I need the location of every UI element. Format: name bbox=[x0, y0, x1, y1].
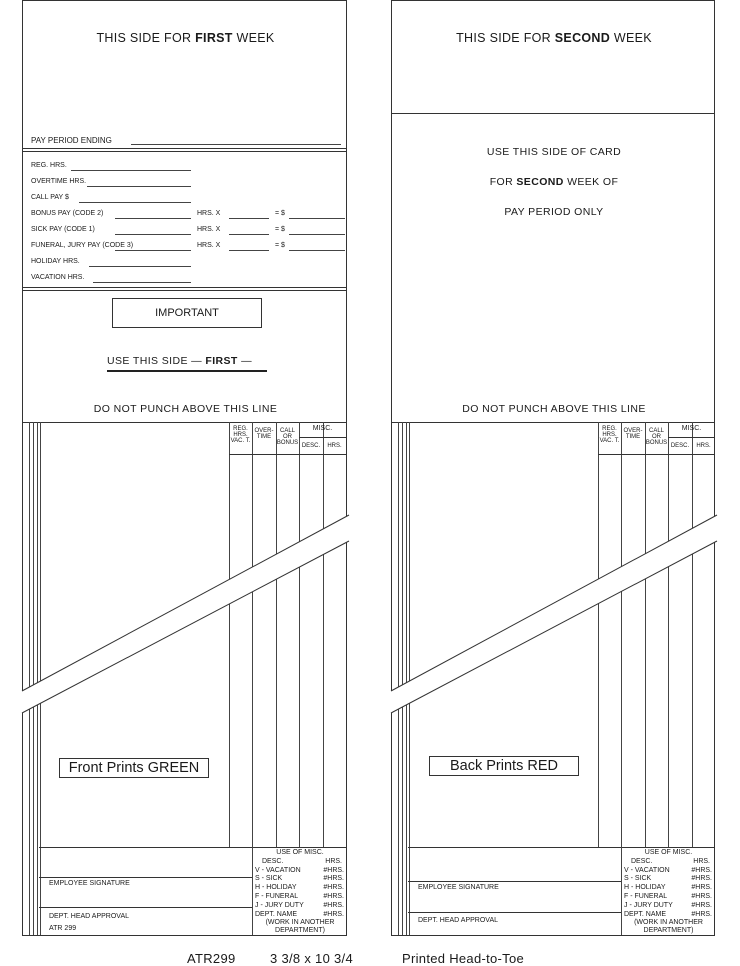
misc-legend-row bbox=[623, 875, 714, 884]
important-box: IMPORTANT bbox=[112, 298, 262, 328]
back-header-prefix: THIS SIDE FOR bbox=[456, 31, 552, 45]
misc-legend-col-hrs: HRS. bbox=[325, 857, 342, 865]
misc-legend-hrs: #HRS. bbox=[691, 892, 712, 900]
back-prints-red-box: Back Prints RED bbox=[429, 756, 579, 776]
column-header-text: CALL bbox=[648, 428, 664, 434]
front-header-bold: FIRST bbox=[195, 31, 233, 45]
misc-legend-row bbox=[254, 902, 346, 911]
misc-legend-note: DEPARTMENT) bbox=[275, 927, 325, 935]
back-card bbox=[391, 0, 715, 936]
misc-legend-desc: H - HOLIDAY bbox=[624, 884, 666, 892]
row-label: SICK PAY (CODE 1) bbox=[31, 226, 95, 233]
misc-legend-row bbox=[623, 911, 714, 920]
use-side-bold: FIRST bbox=[205, 355, 238, 367]
misc-legend-hrs: #HRS. bbox=[691, 884, 712, 892]
column-header-desc: DESC. bbox=[301, 443, 321, 449]
misc-legend-note: DEPARTMENT) bbox=[643, 927, 694, 935]
column-header-text: BONUS bbox=[645, 440, 668, 446]
column-header-text: TIME bbox=[625, 434, 641, 440]
misc-legend-hrs: #HRS. bbox=[691, 910, 712, 918]
form-code: ATR 299 bbox=[49, 925, 77, 932]
column-header-desc: DESC. bbox=[670, 443, 690, 449]
equals-label: = $ bbox=[275, 210, 285, 217]
column-header-text: BONUS bbox=[276, 440, 299, 446]
employee-signature-label: EMPLOYEE SIGNATURE bbox=[49, 880, 130, 887]
misc-legend-col-desc: DESC. bbox=[631, 857, 653, 865]
row-label: OVERTIME HRS. bbox=[31, 178, 87, 185]
misc-legend-desc: F - FUNERAL bbox=[255, 892, 299, 900]
divider bbox=[408, 847, 714, 848]
row-label: VACATION HRS. bbox=[31, 274, 85, 281]
back-line2-prefix: FOR bbox=[489, 176, 514, 188]
divider bbox=[621, 847, 622, 935]
column-header-text: OR bbox=[283, 434, 292, 440]
misc-legend-desc: J - JURY DUTY bbox=[255, 901, 304, 909]
punch-line-label: DO NOT PUNCH ABOVE THIS LINE bbox=[93, 403, 278, 415]
column-header-text: OVER- bbox=[623, 428, 643, 434]
column-header-misc: MISC. bbox=[681, 425, 702, 432]
row-label: BONUS PAY (CODE 2) bbox=[31, 210, 104, 217]
misc-legend-desc: V - VACATION bbox=[255, 866, 301, 874]
misc-legend-desc: DEPT. NAME bbox=[255, 910, 298, 918]
back-header-bold: SECOND bbox=[554, 31, 611, 45]
footer-note: Printed Head-to-Toe bbox=[402, 951, 525, 966]
misc-legend-desc: V - VACATION bbox=[624, 866, 670, 874]
row-label: CALL PAY $ bbox=[31, 194, 69, 201]
punch-line-label: DO NOT PUNCH ABOVE THIS LINE bbox=[462, 403, 646, 415]
divider bbox=[39, 907, 252, 908]
footer-size: 3 3/8 x 10 3/4 bbox=[270, 951, 353, 966]
misc-legend-desc: J - JURY DUTY bbox=[624, 901, 673, 909]
column-header-text: CALL bbox=[279, 428, 295, 434]
misc-legend-header bbox=[254, 858, 346, 867]
diagonal-band-fill bbox=[22, 515, 349, 713]
back-line2-suffix: WEEK OF bbox=[567, 176, 619, 188]
misc-legend-note: (WORK IN ANOTHER bbox=[265, 919, 335, 927]
misc-legend-hrs: #HRS. bbox=[691, 866, 712, 874]
diagonal-tear-band bbox=[23, 1, 348, 937]
diagonal-band-edge bbox=[391, 515, 717, 691]
use-side-prefix: USE THIS SIDE — bbox=[107, 355, 203, 367]
misc-legend-row bbox=[254, 867, 346, 876]
back-instruction-3: PAY PERIOD ONLY bbox=[504, 206, 604, 218]
misc-legend-row bbox=[254, 893, 346, 902]
column-header-text: REG. bbox=[233, 426, 248, 432]
divider bbox=[408, 912, 621, 913]
misc-legend-desc: S - SICK bbox=[255, 875, 283, 883]
misc-legend-title: USE OF MISC. bbox=[644, 849, 693, 856]
misc-legend-row bbox=[254, 875, 346, 884]
back-instruction-1: USE THIS SIDE OF CARD bbox=[486, 146, 622, 158]
misc-legend-hrs: #HRS. bbox=[323, 910, 344, 918]
dept-head-label: DEPT. HEAD APPROVAL bbox=[418, 917, 499, 924]
back-header-suffix: WEEK bbox=[613, 31, 652, 45]
misc-legend-col-desc: DESC. bbox=[262, 857, 284, 865]
misc-legend-row bbox=[623, 893, 714, 902]
back-line2-bold: SECOND bbox=[516, 176, 564, 188]
misc-legend-row bbox=[254, 884, 346, 893]
column-header-text: REG. bbox=[602, 426, 617, 432]
hrs-x-label: HRS. X bbox=[197, 210, 221, 217]
employee-signature-field[interactable] bbox=[408, 881, 621, 882]
diagonal-band-edge bbox=[22, 515, 349, 691]
column-header-hrs: HRS. bbox=[327, 443, 342, 449]
misc-legend-hrs: #HRS. bbox=[691, 901, 712, 909]
column-header-text: HRS. bbox=[602, 432, 617, 438]
misc-legend-hrs: #HRS. bbox=[691, 875, 712, 883]
front-prints-green-box: Front Prints GREEN bbox=[59, 758, 209, 778]
hrs-x-label: HRS. X bbox=[197, 226, 221, 233]
misc-legend-row bbox=[623, 867, 714, 876]
row-label: REG. HRS. bbox=[31, 162, 67, 169]
column-header-text: VAC. T. bbox=[599, 438, 620, 444]
equals-label: = $ bbox=[275, 226, 285, 233]
misc-legend-title: USE OF MISC. bbox=[276, 849, 324, 856]
diagonal-band-fill bbox=[391, 515, 717, 713]
misc-legend-hrs: #HRS. bbox=[323, 892, 344, 900]
misc-legend-desc: DEPT. NAME bbox=[624, 910, 667, 918]
column-header-hrs: HRS. bbox=[696, 443, 711, 449]
employee-signature-label: EMPLOYEE SIGNATURE bbox=[418, 884, 499, 891]
column-header-text: TIME bbox=[256, 434, 272, 440]
misc-legend-desc: F - FUNERAL bbox=[624, 892, 668, 900]
misc-legend-desc: S - SICK bbox=[624, 875, 652, 883]
misc-legend-hrs: #HRS. bbox=[323, 866, 344, 874]
misc-legend-row bbox=[623, 902, 714, 911]
pay-period-label: PAY PERIOD ENDING bbox=[31, 136, 112, 145]
column-header-text: HRS. bbox=[233, 432, 248, 438]
misc-legend bbox=[254, 849, 346, 935]
front-header-suffix: WEEK bbox=[236, 31, 275, 45]
misc-legend-note: (WORK IN ANOTHER bbox=[634, 919, 703, 927]
employee-signature-field[interactable] bbox=[39, 877, 252, 878]
divider bbox=[252, 847, 253, 935]
row-label: HOLIDAY HRS. bbox=[31, 258, 80, 265]
column-header-text: OR bbox=[652, 434, 661, 440]
use-side-suffix: — bbox=[241, 355, 252, 367]
diagonal-tear-band bbox=[392, 1, 716, 937]
diagonal-band-edge bbox=[22, 541, 349, 713]
misc-legend-desc: H - HOLIDAY bbox=[255, 884, 297, 892]
diagonal-band-edge bbox=[391, 541, 717, 713]
misc-legend-hrs: #HRS. bbox=[323, 901, 344, 909]
misc-legend bbox=[623, 849, 714, 935]
misc-legend-hrs: #HRS. bbox=[323, 884, 344, 892]
column-header-misc: MISC. bbox=[312, 425, 333, 432]
column-header-text: VAC. T. bbox=[230, 438, 251, 444]
column-header-text: OVER- bbox=[254, 428, 274, 434]
misc-legend-row bbox=[623, 884, 714, 893]
misc-legend-header bbox=[623, 858, 714, 867]
misc-legend-hrs: #HRS. bbox=[323, 875, 344, 883]
equals-label: = $ bbox=[275, 242, 285, 249]
divider bbox=[39, 847, 346, 848]
front-header-prefix: THIS SIDE FOR bbox=[96, 31, 192, 45]
row-label: FUNERAL, JURY PAY (CODE 3) bbox=[31, 242, 134, 249]
footer-code: ATR299 bbox=[187, 951, 236, 966]
dept-head-label: DEPT. HEAD APPROVAL bbox=[49, 913, 130, 920]
misc-legend-col-hrs: HRS. bbox=[693, 857, 710, 865]
front-card bbox=[22, 0, 347, 936]
hrs-x-label: HRS. X bbox=[197, 242, 221, 249]
misc-legend-row bbox=[254, 911, 346, 920]
